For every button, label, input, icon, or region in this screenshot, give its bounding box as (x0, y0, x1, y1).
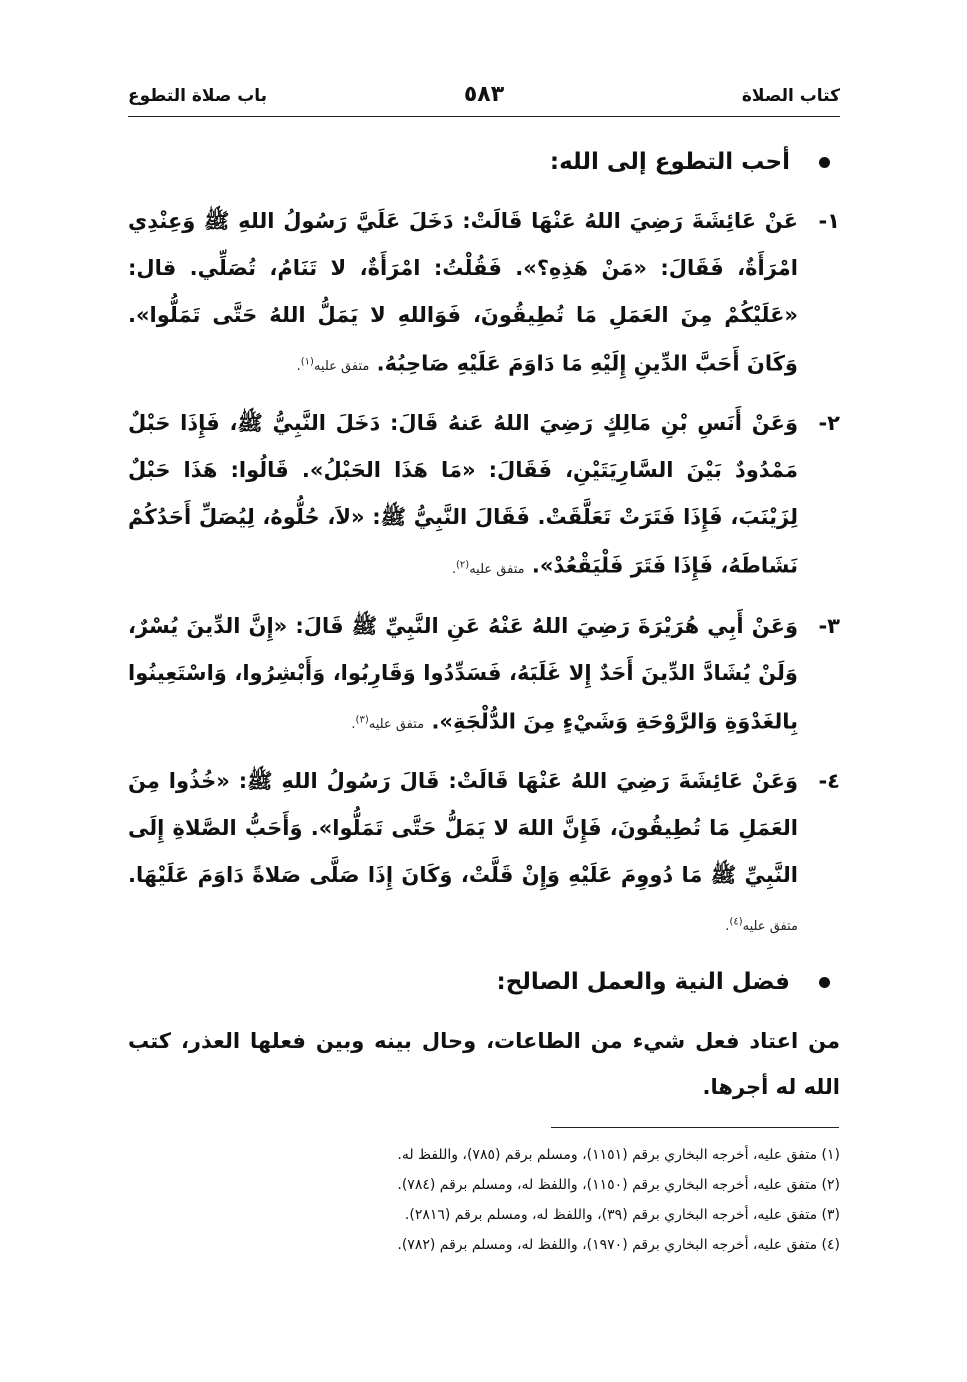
page-number: ٥٨٣ (463, 82, 505, 107)
footnote-mark[interactable]: (٤) (729, 916, 743, 928)
section-paragraph: من اعتاد فعل شيء من الطاعات، وحال بينه وبين فعلها العذر، كتب الله له أجرها. (128, 1029, 840, 1100)
footnote-mark[interactable]: (٣) (355, 714, 369, 726)
footnotes (128, 1140, 840, 1260)
running-header (128, 82, 840, 117)
section-heading-text: فضل النية والعمل الصالح: (496, 969, 790, 996)
hadith-number: ٤- (818, 768, 840, 793)
footnote: (١) متفق عليه، أخرجه البخاري برقم (١١٥١)، ومسلم برقم (٧٨٥)، واللفظ له. (397, 1147, 840, 1163)
hadith-text: وَعَنْ أَنَسِ بْنِ مَالِكٍ رَضِيَ اللهُ عَنهُ قَالَ: دَخَلَ النَّبِيُّ ﷺ، فَإِذَا حَبْلٌ مَمْدُودٌ بَيْنَ السَّارِيَتَيْنِ، فَقَالَ: «مَا هَذَا الحَبْلُ». قَالُوا: هَذَا حَبْلٌ لِزَيْنَبَ، فَإِذَا فَتَرَتْ تَعَلَّقَتْ. فَقَالَ النَّبِيُّ ﷺ: «لاَ، حُلُّوهُ، لِيُصَلِّ أَحَدُكُمْ نَشَاطَهُ، فَإِذَا فَتَرَ فَلْيَقْعُدْ». (128, 411, 798, 578)
hadith-text: عَنْ عَائِشَةَ رَضِيَ اللهُ عَنْهَا قَالَتْ: دَخَلَ عَلَيَّ رَسُولُ اللهِ ﷺ وَعِنْدِي امْرَأَةٌ، فَقَالَ: «مَنْ هَذِهِ؟». فَقُلْتُ: امْرَأَةٌ، لا تَنَامُ، تُصَلِّي. قال: «عَلَيْكُمْ مِنَ العَمَلِ مَا تُطِيقُونَ، فَوَاللهِ لا يَمَلُّ اللهُ حَتَّى تَمَلُّوا». وَكَانَ أَحَبَّ الدِّينِ إِلَيْهِ مَا دَاوَمَ عَلَيْهِ صَاحِبُهُ. (128, 209, 798, 376)
hadith-reference: متفق عليه$^{(١)}$. (296, 357, 370, 375)
hadith-text: وَعَنْ أَبِي هُرَيْرَةَ رَضِيَ اللهُ عَنْهُ عَنِ النَّبِيِّ ﷺ قَالَ: «إِنَّ الدِّينَ يُسْرٌ، وَلَنْ يُشَادَّ الدِّينَ أَحَدٌ إِلا غَلَبَهُ، فَسَدِّدُوا وَقَارِبُوا، وَأَبْشِرُوا، وَاسْتَعِينُوا بِالغَدْوَةِ وَالرَّوْحَةِ وَشَيْءٍ مِنَ الدُّلْجَةِ». (128, 613, 798, 733)
section-heading-voluntary (128, 140, 840, 184)
bullet-icon (819, 157, 830, 168)
book-title: كتاب الصلاة (741, 86, 840, 106)
hadith-text: وَعَنْ عَائِشَةَ رَضِيَ اللهُ عَنْهَا قَالَتْ: قَالَ رَسُولُ اللهِ ﷺ: «خُذُوا مِنَ العَمَلِ مَا تُطِيقُونَ، فَإِنَّ اللهَ لا يَمَلُّ حَتَّى تَمَلُّوا». وَأَحَبُّ الصَّلاةِ إِلَى النَّبِيِّ ﷺ مَا دُووِمَ عَلَيْهِ وَإِنْ قَلَّتْ، وَكَانَ إِذَا صَلَّى صَلاةً دَاوَمَ عَلَيْهَا. (128, 768, 798, 887)
footnote-mark[interactable]: (٢) (456, 559, 470, 571)
section-heading-intention (128, 960, 840, 1004)
hadith-paragraph (128, 400, 840, 592)
hadith-number: ١- (818, 209, 840, 233)
hadith-paragraph (128, 198, 840, 390)
hadith-reference: متفق عليه$^{(٤)}$. (725, 916, 798, 935)
footnote: (٣) متفق عليه، أخرجه البخاري برقم (٣٩)، واللفظ له، ومسلم برقم (٢٨١٦). (404, 1207, 840, 1223)
footnote-mark[interactable]: (١) (300, 357, 314, 368)
hadith-reference: متفق عليه$^{(٣)}$. (351, 714, 425, 732)
hadith-number: ٢- (818, 411, 840, 436)
hadith-paragraph (128, 603, 840, 748)
footnote: (٤) متفق عليه، أخرجه البخاري برقم (١٩٧٠)، واللفظ له، ومسلم برقم (٧٨٢). (397, 1237, 840, 1253)
chapter-title: باب صلاة التطوع (128, 86, 268, 106)
hadith-reference: متفق عليه$^{(٢)}$. (451, 559, 525, 577)
section-heading-text: أحب التطوع إلى الله: (549, 149, 790, 175)
bullet-icon (819, 977, 830, 988)
hadith-paragraph (128, 758, 840, 950)
hadith-number: ٣- (818, 613, 840, 638)
main-content (128, 140, 840, 1110)
footnote: (٢) متفق عليه، أخرجه البخاري برقم (١١٥٠)، واللفظ له، ومسلم برقم (٧٨٤). (397, 1177, 840, 1193)
footnote-divider (551, 1127, 839, 1128)
